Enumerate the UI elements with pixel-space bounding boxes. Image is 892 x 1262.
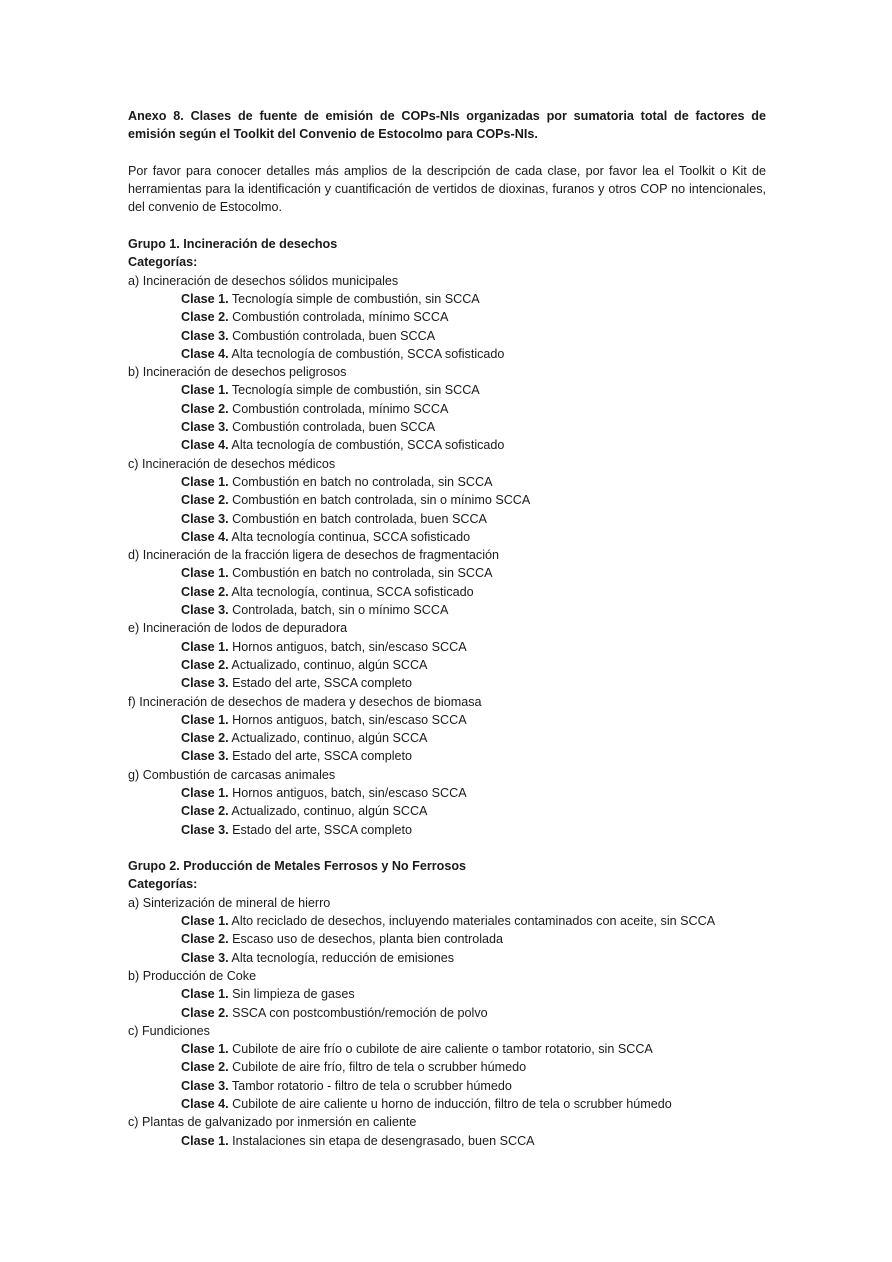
class-item [128, 491, 766, 509]
class-item [128, 381, 766, 399]
class-description: Alta tecnología, continua, SCCA sofisticado [231, 584, 474, 599]
class-description: SSCA con postcombustión/remoción de polvo [232, 1005, 488, 1020]
class-description: Tambor rotatorio - filtro de tela o scrubber húmedo [231, 1078, 512, 1093]
class-name: Clase 1. [181, 987, 229, 1002]
class-name: Clase 2. [181, 804, 229, 819]
class-item [128, 418, 766, 436]
class-name: Clase 2. [181, 1005, 229, 1020]
class-item [128, 583, 766, 601]
class-item [128, 802, 766, 820]
class-description: Combustión controlada, buen SCCA [232, 328, 436, 343]
class-name: Clase 3. [181, 420, 229, 435]
class-description: Cubilote de aire frío o cubilote de aire caliente o tambor rotatorio, sin SCCA [232, 1042, 653, 1057]
class-name: Clase 2. [181, 932, 229, 947]
class-name: Clase 1. [181, 383, 229, 398]
class-description: Alta tecnología de combustión, SCCA sofisticado [231, 346, 505, 361]
class-name: Clase 1. [181, 566, 229, 581]
class-description: Estado del arte, SSCA completo [232, 822, 413, 837]
category-label: c) Plantas de galvanizado por inmersión en caliente [128, 1115, 417, 1130]
class-description: Actualizado, continuo, algún SCCA [231, 731, 428, 746]
class-description: Alta tecnología, reducción de emisiones [231, 950, 455, 965]
category-label: e) Incineración de lodos de depuradora [128, 621, 348, 636]
class-item [128, 1004, 766, 1022]
class-name: Clase 4. [181, 529, 229, 544]
class-description: Tecnología simple de combustión, sin SCCA [231, 383, 480, 398]
class-item [128, 985, 766, 1003]
class-description: Estado del arte, SSCA completo [232, 676, 413, 691]
class-name: Clase 2. [181, 493, 229, 508]
class-description: Combustión controlada, mínimo SCCA [232, 310, 449, 325]
category-label: a) Incineración de desechos sólidos municipales [128, 273, 399, 288]
class-description: Sin limpieza de gases [232, 987, 355, 1002]
class-item [128, 821, 766, 839]
category-label: c) Fundiciones [128, 1023, 210, 1038]
class-name: Clase 3. [181, 822, 229, 837]
class-name: Clase 1. [181, 785, 229, 800]
class-item [128, 510, 766, 528]
class-item [128, 436, 766, 454]
class-item [128, 345, 766, 363]
class-item [128, 308, 766, 326]
class-description: Combustión controlada, mínimo SCCA [232, 401, 449, 416]
class-name: Clase 2. [181, 1060, 229, 1075]
class-description: Combustión en batch no controlada, sin SCCA [232, 474, 493, 489]
class-name: Clase 1. [181, 291, 229, 306]
class-description: Cubilote de aire frío, filtro de tela o scrubber húmedo [232, 1060, 527, 1075]
class-name: Clase 3. [181, 950, 229, 965]
class-item [128, 711, 766, 729]
class-name: Clase 4. [181, 438, 229, 453]
class-item [128, 1077, 766, 1095]
class-description: Alto reciclado de desechos, incluyendo materiales contaminados con aceite, sin SCCA [231, 914, 716, 929]
class-description: Actualizado, continuo, algún SCCA [231, 657, 428, 672]
class-name: Clase 1. [181, 639, 229, 654]
group-title: Grupo 1. Incineración de desechos [128, 237, 338, 252]
class-item [128, 912, 766, 930]
group-title: Grupo 2. Producción de Metales Ferrosos y No Ferrosos [128, 859, 467, 874]
class-name: Clase 1. [181, 1133, 229, 1148]
class-description: Alta tecnología continua, SCCA sofisticado [231, 529, 471, 544]
class-name: Clase 3. [181, 603, 229, 618]
class-item [128, 784, 766, 802]
group-section [128, 857, 766, 1150]
class-item [128, 327, 766, 345]
class-name: Clase 2. [181, 401, 229, 416]
class-description: Actualizado, continuo, algún SCCA [231, 804, 428, 819]
category-label: b) Producción de Coke [128, 968, 257, 983]
category-label: b) Incineración de desechos peligrosos [128, 365, 347, 380]
categories-label: Categorías: [128, 877, 198, 892]
class-name: Clase 3. [181, 676, 229, 691]
document-title: Anexo 8. Clases de fuente de emisión de COPs-NIs organizadas por sumatoria total de factores de emisión según el Toolkit del Convenio de Estocolmo para COPs-NIs. [128, 109, 766, 142]
class-item [128, 674, 766, 692]
class-item [128, 400, 766, 418]
category-label: f) Incineración de desechos de madera y desechos de biomasa [128, 694, 482, 709]
class-name: Clase 1. [181, 474, 229, 489]
class-name: Clase 3. [181, 749, 229, 764]
class-item [128, 1132, 766, 1150]
class-name: Clase 3. [181, 328, 229, 343]
categories-label: Categorías: [128, 255, 198, 270]
class-name: Clase 2. [181, 310, 229, 325]
class-item [128, 1095, 766, 1113]
category-label: c) Incineración de desechos médicos [128, 456, 336, 471]
class-name: Clase 2. [181, 657, 229, 672]
class-description: Combustión controlada, buen SCCA [232, 420, 436, 435]
class-name: Clase 2. [181, 584, 229, 599]
category-label: g) Combustión de carcasas animales [128, 767, 336, 782]
class-description: Hornos antiguos, batch, sin/escaso SCCA [232, 712, 467, 727]
class-item [128, 1058, 766, 1076]
class-description: Combustión en batch controlada, sin o mínimo SCCA [232, 493, 531, 508]
class-item [128, 930, 766, 948]
class-item [128, 290, 766, 308]
class-description: Tecnología simple de combustión, sin SCCA [231, 291, 480, 306]
intro-paragraph: Por favor para conocer detalles más amplios de la descripción de cada clase, por favor lea el Toolkit o Kit de herramientas para la identificación y cuantificación de vertidos de dioxinas, furanos y otros COP no intencionales, del convenio de Estocolmo. [128, 163, 766, 215]
class-description: Combustión en batch controlada, buen SCCA [232, 511, 487, 526]
class-item [128, 656, 766, 674]
document-page [128, 107, 766, 1150]
class-item [128, 949, 766, 967]
class-description: Alta tecnología de combustión, SCCA sofisticado [231, 438, 505, 453]
class-name: Clase 3. [181, 1078, 229, 1093]
class-description: Controlada, batch, sin o mínimo SCCA [232, 603, 449, 618]
class-item [128, 638, 766, 656]
class-description: Combustión en batch no controlada, sin SCCA [232, 566, 493, 581]
class-description: Hornos antiguos, batch, sin/escaso SCCA [232, 785, 467, 800]
class-description: Escaso uso de desechos, planta bien controlada [232, 932, 504, 947]
class-item [128, 1040, 766, 1058]
class-description: Cubilote de aire caliente u horno de inducción, filtro de tela o scrubber húmedo [232, 1097, 672, 1112]
class-description: Hornos antiguos, batch, sin/escaso SCCA [232, 639, 467, 654]
class-item [128, 473, 766, 491]
class-description: Estado del arte, SSCA completo [232, 749, 413, 764]
class-description: Instalaciones sin etapa de desengrasado, buen SCCA [232, 1133, 535, 1148]
class-name: Clase 1. [181, 712, 229, 727]
class-name: Clase 3. [181, 511, 229, 526]
class-name: Clase 1. [181, 914, 229, 929]
category-label: d) Incineración de la fracción ligera de desechos de fragmentación [128, 548, 500, 563]
class-name: Clase 4. [181, 346, 229, 361]
group-section [128, 235, 766, 839]
class-name: Clase 4. [181, 1097, 229, 1112]
class-item [128, 601, 766, 619]
class-item [128, 564, 766, 582]
category-label: a) Sinterización de mineral de hierro [128, 895, 331, 910]
class-item [128, 729, 766, 747]
class-name: Clase 2. [181, 731, 229, 746]
class-item [128, 747, 766, 765]
class-item [128, 528, 766, 546]
groups-container [128, 235, 766, 1150]
class-name: Clase 1. [181, 1042, 229, 1057]
